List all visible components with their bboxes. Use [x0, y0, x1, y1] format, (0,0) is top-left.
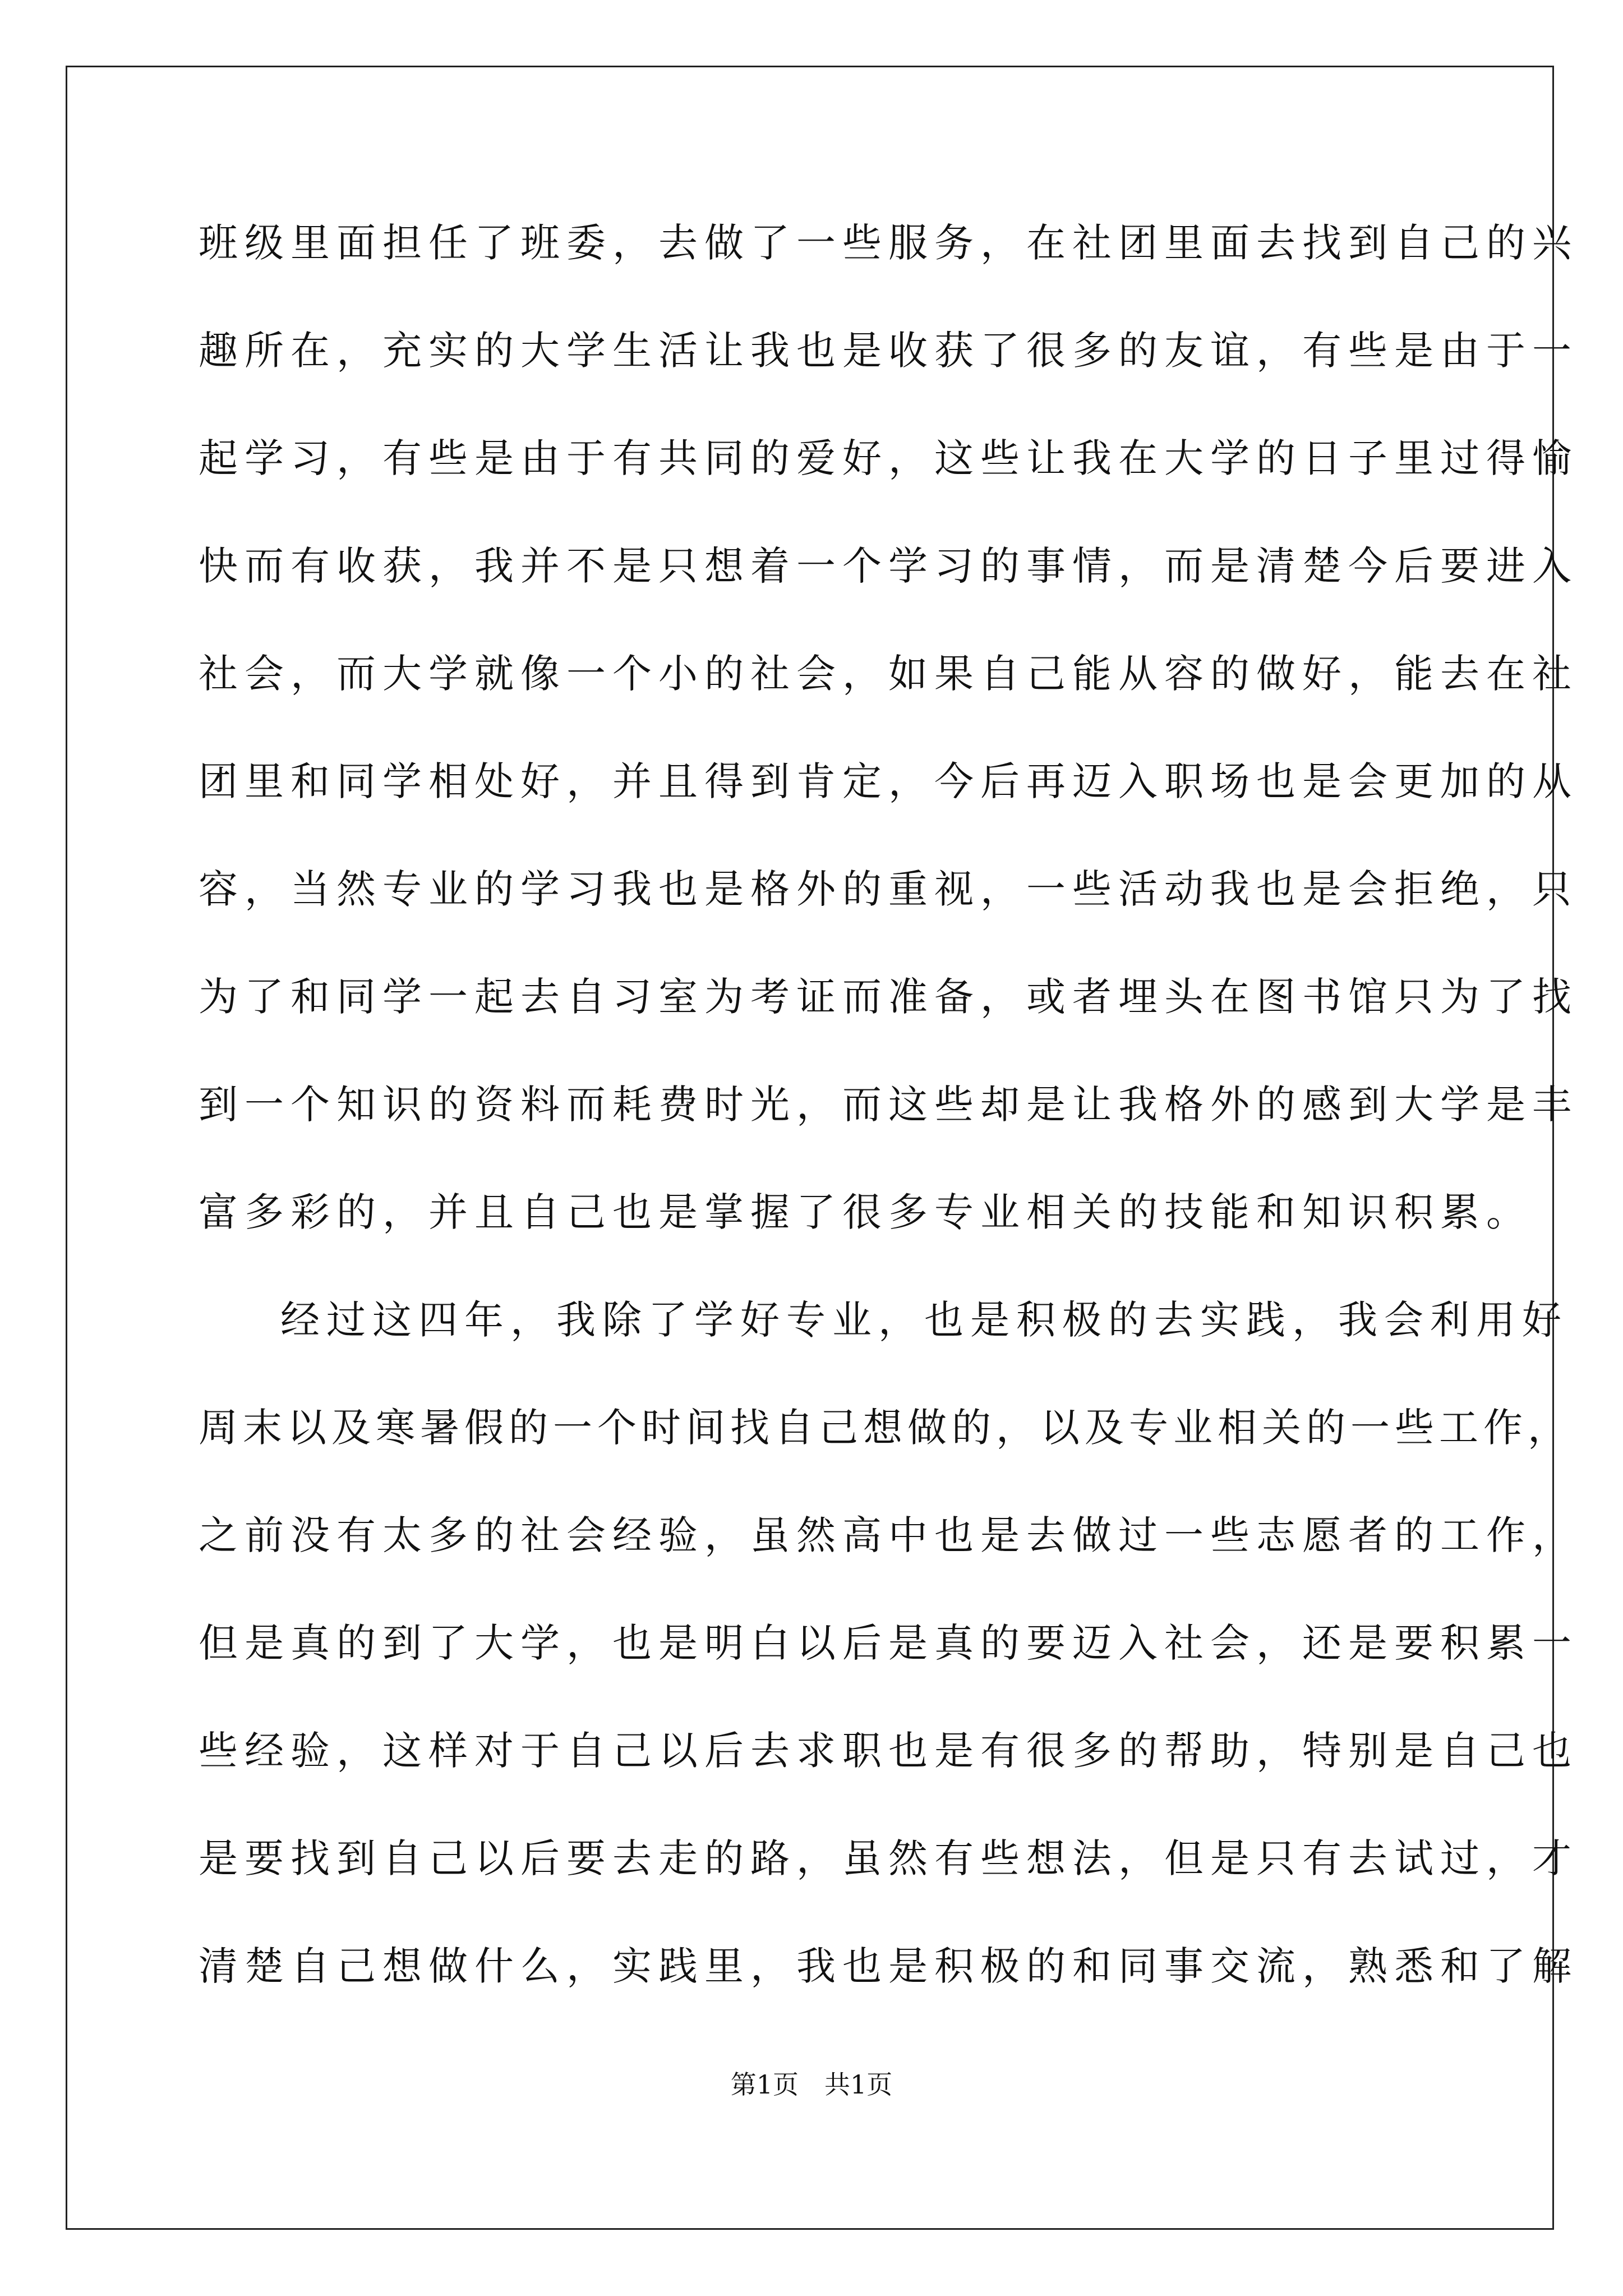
page-number-footer: 第1页 共1页: [730, 2069, 893, 2100]
text-line: 富多彩的，并且自己也是掌握了很多专业相关的技能和知识积累。: [199, 1189, 1532, 1235]
text-line: 为了和同学一起去自习室为考证而准备，或者埋头在图书馆只为了找: [199, 974, 1578, 1020]
text-line: 快而有收获，我并不是只想着一个学习的事情，而是清楚今后要进入: [199, 543, 1578, 589]
text-line: 之前没有太多的社会经验，虽然高中也是去做过一些志愿者的工作，: [199, 1512, 1578, 1558]
page-border: [66, 66, 1554, 2230]
paragraph-start-line: 经过这四年，我除了学好专业，也是积极的去实践，我会利用好: [280, 1297, 1568, 1343]
text-line: 清楚自己想做什么，实践里，我也是积极的和同事交流，熟悉和了解: [199, 1943, 1578, 1989]
text-line: 容，当然专业的学习我也是格外的重视，一些活动我也是会拒绝，只: [199, 866, 1578, 912]
text-line: 周末以及寒暑假的一个时间找自己想做的，以及专业相关的一些工作，: [199, 1405, 1572, 1451]
text-line: 趣所在，充实的大学生活让我也是收获了很多的友谊，有些是由于一: [199, 328, 1578, 374]
text-line: 社会，而大学就像一个小的社会，如果自己能从容的做好，能去在社: [199, 651, 1578, 697]
text-line: 些经验，这样对于自己以后去求职也是有很多的帮助，特别是自己也: [199, 1728, 1578, 1774]
text-line: 但是真的到了大学，也是明白以后是真的要迈入社会，还是要积累一: [199, 1620, 1578, 1666]
text-line: 班级里面担任了班委，去做了一些服务，在社团里面去找到自己的兴: [199, 220, 1578, 266]
text-line: 团里和同学相处好，并且得到肯定，今后再迈入职场也是会更加的从: [199, 758, 1578, 804]
text-line: 起学习，有些是由于有共同的爱好，这些让我在大学的日子里过得愉: [199, 435, 1578, 481]
text-line: 是要找到自己以后要去走的路，虽然有些想法，但是只有去试过，才: [199, 1835, 1578, 1881]
text-line: 到一个知识的资料而耗费时光，而这些却是让我格外的感到大学是丰: [199, 1082, 1578, 1128]
